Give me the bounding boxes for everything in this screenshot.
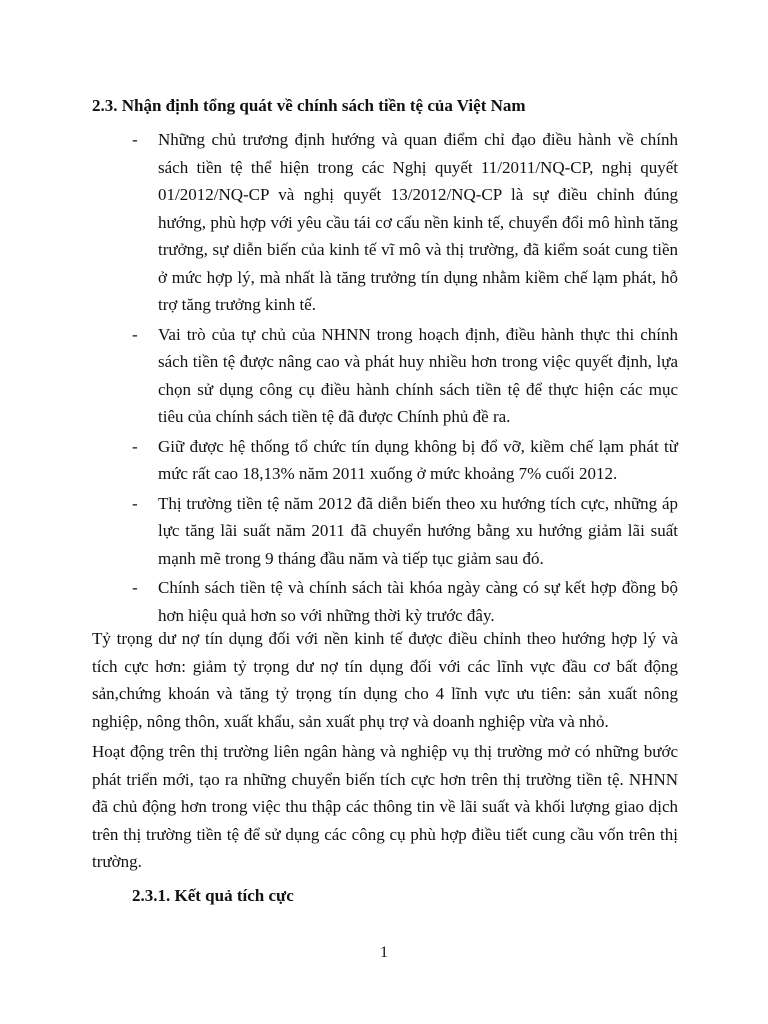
bullet-text: Những chủ trương định hướng và quan điểm chỉ đạo điều hành về chính sách tiền tệ thể hiện trong các Nghị quyết 11/2011/NQ-CP, nghị quyết 01/2012/NQ-CP và nghị quyết 13/2012/NQ-CP là sự điều chỉnh đúng hướng, phù hợp với yêu cầu tái cơ cấu nền kinh tế, chuyển đổi mô hình tăng trưởng, sự diễn biến của kinh tế vĩ mô và thị trường, đã kiểm soát cung tiền ở mức hợp lý, mà nhất là tăng trưởng tín dụng nhằm kiềm chế lạm phát, hỗ trợ tăng trưởng kinh tế.	[158, 130, 678, 314]
bullet-list	[92, 126, 678, 631]
bullet-text: Giữ được hệ thống tổ chức tín dụng không bị đổ vỡ, kiềm chế lạm phát từ mức rất cao 18,13% năm 2011 xuống ở mức khoảng 7% cuối 2012.	[158, 436, 678, 483]
bullet-text: Chính sách tiền tệ và chính sách tài khóa ngày càng có sự kết hợp đồng bộ hơn hiệu quả hơn so với những thời kỳ trước đây.	[158, 578, 678, 625]
page-number: 1	[380, 944, 388, 961]
bullet-text: Thị trường tiền tệ năm 2012 đã diễn biến theo xu hướng tích cực, những áp lực tăng lãi suất năm 2011 đã chuyển hướng bằng xu hướng giảm lãi suất mạnh mẽ trong 9 tháng đầu năm và tiếp tục giảm sau đó.	[158, 493, 678, 568]
bullet-item	[92, 433, 678, 488]
bullet-item	[92, 321, 678, 431]
bullet-text: Vai trò của tự chủ của NHNN trong hoạch định, điều hành thực thi chính sách tiền tệ được nâng cao và phát huy nhiều hơn trong việc quyết định, lựa chọn sử dụng công cụ điều hành chính sách tiền tệ để thực hiện các mục tiêu của chính sách tiền tệ đã được Chính phủ đề ra.	[158, 324, 678, 426]
paragraph-credit-ratio: Tỷ trọng dư nợ tín dụng đối với nền kinh tế được điều chỉnh theo hướng hợp lý và tích cực hơn: giảm tỷ trọng dư nợ tín dụng đối với các lĩnh vực đầu cơ bất động sản,chứng khoán và tăng tỷ trọng tín dụng cho 4 lĩnh vực ưu tiên: sản xuất nông nghiệp, nông thôn, xuất khẩu, sản xuất phụ trợ và doanh nghiệp vừa và nhỏ.	[92, 629, 678, 731]
bullet-item	[92, 490, 678, 573]
bullet-item	[92, 126, 678, 319]
bullet-dash: -	[132, 578, 138, 597]
section-heading: 2.3. Nhận định tổng quát về chính sách tiền tệ của Việt Nam	[92, 96, 526, 115]
bullet-item	[92, 574, 678, 629]
bullet-dash: -	[132, 493, 138, 513]
paragraph-interbank-market: Hoạt động trên thị trường liên ngân hàng và nghiệp vụ thị trường mở có những bước phát triển mới, tạo ra những chuyển biến tích cực hơn trên thị trường tiền tệ. NHNN đã chủ động hơn trong việc thu thập các thông tin về lãi suất và khối lượng giao dịch trên thị trường tiền tệ để sử dụng các công cụ phù hợp điều tiết cung cầu vốn trên thị trường.	[92, 742, 678, 871]
subsection-heading: 2.3.1. Kết quả tích cực	[132, 886, 294, 905]
bullet-dash: -	[132, 324, 138, 344]
bullet-dash: -	[132, 436, 138, 456]
bullet-dash: -	[132, 130, 138, 149]
